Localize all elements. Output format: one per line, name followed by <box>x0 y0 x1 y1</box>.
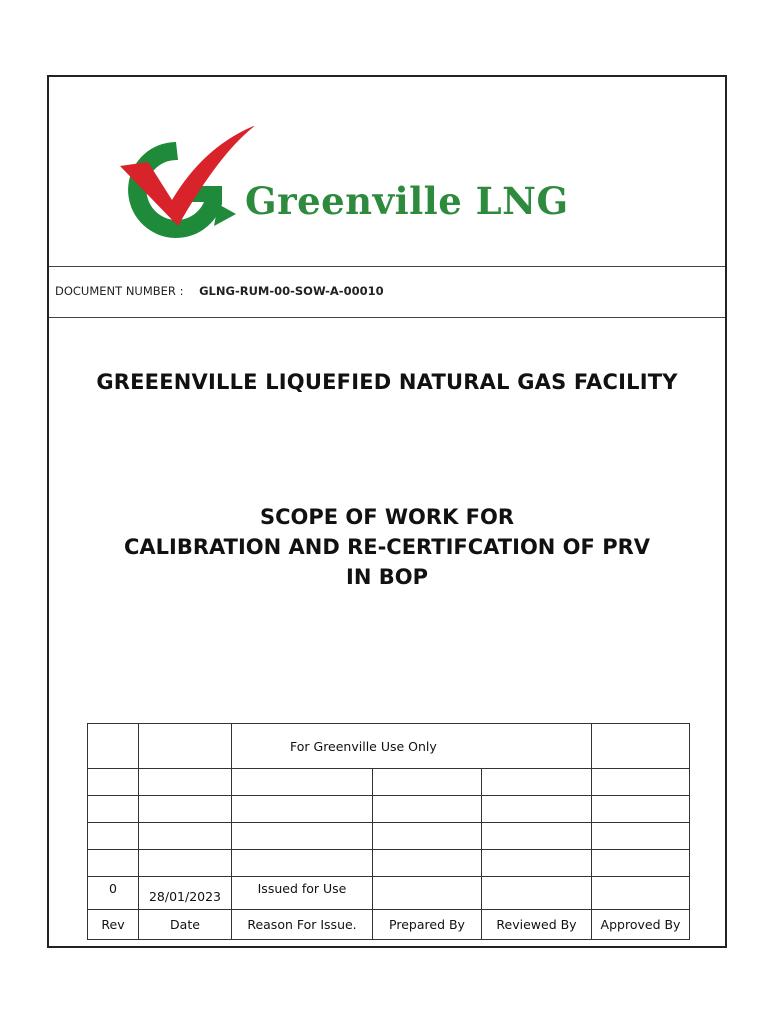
column-header: Reason For Issue. <box>232 910 373 940</box>
greenville-logo-icon <box>114 122 254 252</box>
document-number-label: DOCUMENT NUMBER : <box>55 284 184 298</box>
scope-line: SCOPE OF WORK FOR <box>259 505 515 529</box>
column-header: Approved By <box>592 910 690 940</box>
rev-cell: 0 <box>88 877 139 910</box>
facility-title: GREEENVILLE LIQUEFIED NATURAL GAS FACILITY <box>96 370 678 394</box>
divider <box>49 317 725 318</box>
table-row <box>88 850 690 877</box>
column-header: Reviewed By <box>482 910 592 940</box>
table-header-row <box>88 910 690 940</box>
table-row <box>88 769 690 796</box>
column-header: Date <box>139 910 232 940</box>
table-row <box>88 877 690 910</box>
date-cell: 28/01/2023 <box>139 877 232 910</box>
reason-cell: Issued for Use <box>232 877 373 910</box>
divider <box>49 266 725 267</box>
revision-table <box>87 723 690 940</box>
document-frame <box>47 75 727 948</box>
scope-line: CALIBRATION AND RE-CERTIFCATION OF PRV <box>123 535 651 559</box>
document-number <box>55 284 384 298</box>
column-header: Prepared By <box>373 910 482 940</box>
table-row <box>88 796 690 823</box>
document-number-value: GLNG-RUM-00-SOW-A-00010 <box>199 284 384 298</box>
scope-title <box>49 502 725 592</box>
column-header: Rev <box>88 910 139 940</box>
logo-area <box>49 77 725 267</box>
scope-line: IN BOP <box>346 565 428 589</box>
table-row <box>88 724 690 769</box>
brand-name: Greenville LNG <box>245 179 569 223</box>
header-note: For Greenville Use Only <box>232 724 592 769</box>
table-row <box>88 823 690 850</box>
